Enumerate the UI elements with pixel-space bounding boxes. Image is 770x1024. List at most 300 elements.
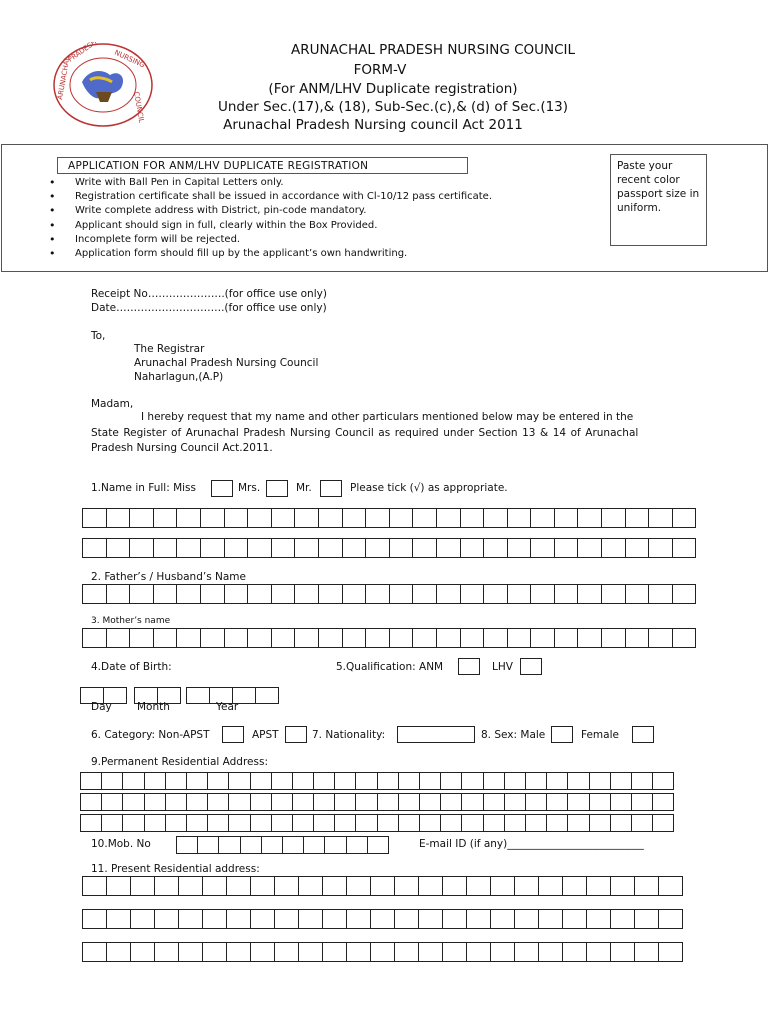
input-cell[interactable] xyxy=(577,584,602,604)
input-cell[interactable] xyxy=(313,814,335,832)
input-cell[interactable] xyxy=(247,508,272,528)
input-cell[interactable] xyxy=(355,814,377,832)
input-cell[interactable] xyxy=(672,584,697,604)
input-cell[interactable] xyxy=(130,942,155,962)
input-cell[interactable] xyxy=(442,942,467,962)
mrs-checkbox[interactable] xyxy=(266,480,288,497)
input-cell[interactable] xyxy=(589,793,611,811)
input-cell[interactable] xyxy=(377,772,399,790)
input-cell[interactable] xyxy=(442,909,467,929)
input-cell[interactable] xyxy=(601,584,626,604)
input-cell[interactable] xyxy=(165,814,187,832)
input-cell[interactable] xyxy=(255,687,279,704)
input-cell[interactable] xyxy=(200,584,225,604)
input-cell[interactable] xyxy=(346,942,371,962)
input-cell[interactable] xyxy=(367,836,389,854)
input-cell[interactable] xyxy=(318,584,343,604)
input-cell[interactable] xyxy=(538,909,563,929)
input-cell[interactable] xyxy=(292,772,314,790)
input-cell[interactable] xyxy=(658,909,683,929)
input-cell[interactable] xyxy=(200,628,225,648)
input-cell[interactable] xyxy=(82,508,107,528)
input-cell[interactable] xyxy=(507,584,532,604)
input-cell[interactable] xyxy=(106,508,131,528)
input-cell[interactable] xyxy=(525,772,547,790)
input-cell[interactable] xyxy=(228,793,250,811)
input-cell[interactable] xyxy=(365,584,390,604)
input-cell[interactable] xyxy=(153,508,178,528)
input-cell[interactable] xyxy=(122,772,144,790)
input-cell[interactable] xyxy=(504,793,526,811)
input-cell[interactable] xyxy=(672,508,697,528)
anm-checkbox[interactable] xyxy=(458,658,480,675)
input-cell[interactable] xyxy=(631,772,653,790)
non-apst-checkbox[interactable] xyxy=(222,726,244,743)
input-cell[interactable] xyxy=(226,942,251,962)
input-cell[interactable] xyxy=(342,628,367,648)
input-cell[interactable] xyxy=(610,942,635,962)
input-cell[interactable] xyxy=(601,508,626,528)
input-cell[interactable] xyxy=(303,836,325,854)
input-cell[interactable] xyxy=(589,814,611,832)
input-cell[interactable] xyxy=(80,814,102,832)
input-cell[interactable] xyxy=(165,772,187,790)
input-cell[interactable] xyxy=(652,793,674,811)
tick-note: Please tick (√) as appropriate. xyxy=(350,482,508,494)
input-cell[interactable] xyxy=(365,538,390,558)
input-cell[interactable] xyxy=(567,793,589,811)
input-cell[interactable] xyxy=(298,909,323,929)
input-cell[interactable] xyxy=(631,793,653,811)
input-cell[interactable] xyxy=(271,814,293,832)
input-cell[interactable] xyxy=(483,814,505,832)
input-cell[interactable] xyxy=(483,538,508,558)
input-cell[interactable] xyxy=(261,836,283,854)
input-cell[interactable] xyxy=(346,836,368,854)
input-cell[interactable] xyxy=(271,584,296,604)
input-cell[interactable] xyxy=(200,508,225,528)
miss-checkbox[interactable] xyxy=(211,480,233,497)
input-cell[interactable] xyxy=(648,584,673,604)
input-cell[interactable] xyxy=(154,876,179,896)
apst-checkbox[interactable] xyxy=(285,726,307,743)
input-cell[interactable] xyxy=(82,876,107,896)
input-cell[interactable] xyxy=(82,538,107,558)
input-cell[interactable] xyxy=(186,814,208,832)
input-cell[interactable] xyxy=(567,814,589,832)
input-cell[interactable] xyxy=(419,814,441,832)
mr-checkbox[interactable] xyxy=(320,480,342,497)
input-cell[interactable] xyxy=(530,508,555,528)
input-cell[interactable] xyxy=(634,876,659,896)
input-cell[interactable] xyxy=(186,687,210,704)
permanent-address-row1[interactable] xyxy=(80,772,673,790)
input-cell[interactable] xyxy=(546,814,568,832)
present-address-row1[interactable] xyxy=(82,876,682,896)
input-cell[interactable] xyxy=(129,584,154,604)
input-cell[interactable] xyxy=(154,942,179,962)
input-cell[interactable] xyxy=(176,508,201,528)
input-cell[interactable] xyxy=(490,909,515,929)
input-cell[interactable] xyxy=(322,876,347,896)
input-cell[interactable] xyxy=(440,814,462,832)
input-cell[interactable] xyxy=(440,772,462,790)
input-cell[interactable] xyxy=(398,814,420,832)
input-cell[interactable] xyxy=(178,876,203,896)
input-cell[interactable] xyxy=(625,628,650,648)
input-cell[interactable] xyxy=(144,793,166,811)
input-cell[interactable] xyxy=(370,942,395,962)
input-cell[interactable] xyxy=(625,584,650,604)
input-cell[interactable] xyxy=(122,814,144,832)
input-cell[interactable] xyxy=(507,508,532,528)
input-cell[interactable] xyxy=(271,793,293,811)
input-cell[interactable] xyxy=(634,942,659,962)
permanent-address-row3[interactable] xyxy=(80,814,673,832)
name-label: 1.Name in Full: Miss xyxy=(91,482,196,494)
input-cell[interactable] xyxy=(224,628,249,648)
input-cell[interactable] xyxy=(398,772,420,790)
input-cell[interactable] xyxy=(586,876,611,896)
input-cell[interactable] xyxy=(389,628,414,648)
input-cell[interactable] xyxy=(101,793,123,811)
input-cell[interactable] xyxy=(436,508,461,528)
input-cell[interactable] xyxy=(412,538,437,558)
input-cell[interactable] xyxy=(370,876,395,896)
input-cell[interactable] xyxy=(82,942,107,962)
input-cell[interactable] xyxy=(648,508,673,528)
mother-cells[interactable] xyxy=(82,628,695,648)
input-cell[interactable] xyxy=(538,876,563,896)
input-cell[interactable] xyxy=(418,942,443,962)
category-label: 6. Category: Non-APST xyxy=(91,729,210,741)
input-cell[interactable] xyxy=(318,538,343,558)
input-cell[interactable] xyxy=(322,909,347,929)
input-cell[interactable] xyxy=(153,584,178,604)
input-cell[interactable] xyxy=(176,628,201,648)
input-cell[interactable] xyxy=(412,508,437,528)
input-cell[interactable] xyxy=(672,538,697,558)
input-cell[interactable] xyxy=(292,814,314,832)
input-cell[interactable] xyxy=(101,772,123,790)
input-cell[interactable] xyxy=(197,836,219,854)
input-cell[interactable] xyxy=(466,876,491,896)
input-cell[interactable] xyxy=(322,942,347,962)
input-cell[interactable] xyxy=(271,772,293,790)
input-cell[interactable] xyxy=(370,909,395,929)
input-cell[interactable] xyxy=(250,814,272,832)
present-address-row3[interactable] xyxy=(82,942,682,962)
input-cell[interactable] xyxy=(389,508,414,528)
input-cell[interactable] xyxy=(672,628,697,648)
input-cell[interactable] xyxy=(101,814,123,832)
input-cell[interactable] xyxy=(377,793,399,811)
input-cell[interactable] xyxy=(207,772,229,790)
input-cell[interactable] xyxy=(490,876,515,896)
input-cell[interactable] xyxy=(200,538,225,558)
input-cell[interactable] xyxy=(282,836,304,854)
input-cell[interactable] xyxy=(490,942,515,962)
input-cell[interactable] xyxy=(274,909,299,929)
input-cell[interactable] xyxy=(546,772,568,790)
input-cell[interactable] xyxy=(377,814,399,832)
input-cell[interactable] xyxy=(250,772,272,790)
input-cell[interactable] xyxy=(313,772,335,790)
input-cell[interactable] xyxy=(504,772,526,790)
input-cell[interactable] xyxy=(658,876,683,896)
input-cell[interactable] xyxy=(334,793,356,811)
input-cell[interactable] xyxy=(271,508,296,528)
input-cell[interactable] xyxy=(342,584,367,604)
input-cell[interactable] xyxy=(625,508,650,528)
input-cell[interactable] xyxy=(436,628,461,648)
input-cell[interactable] xyxy=(294,628,319,648)
name-cells-row1[interactable] xyxy=(82,508,695,528)
input-cell[interactable] xyxy=(610,814,632,832)
input-cell[interactable] xyxy=(440,793,462,811)
input-cell[interactable] xyxy=(106,909,131,929)
input-cell[interactable] xyxy=(250,942,275,962)
input-cell[interactable] xyxy=(507,538,532,558)
input-cell[interactable] xyxy=(82,628,107,648)
input-cell[interactable] xyxy=(226,909,251,929)
input-cell[interactable] xyxy=(610,876,635,896)
input-cell[interactable] xyxy=(318,508,343,528)
input-cell[interactable] xyxy=(389,538,414,558)
input-cell[interactable] xyxy=(554,508,579,528)
input-cell[interactable] xyxy=(165,793,187,811)
input-cell[interactable] xyxy=(586,909,611,929)
input-cell[interactable] xyxy=(129,538,154,558)
input-cell[interactable] xyxy=(80,772,102,790)
input-cell[interactable] xyxy=(202,909,227,929)
input-cell[interactable] xyxy=(176,584,201,604)
input-cell[interactable] xyxy=(240,836,262,854)
input-cell[interactable] xyxy=(80,793,102,811)
input-cell[interactable] xyxy=(538,942,563,962)
input-cell[interactable] xyxy=(346,909,371,929)
input-cell[interactable] xyxy=(419,772,441,790)
input-cell[interactable] xyxy=(436,584,461,604)
input-cell[interactable] xyxy=(436,538,461,558)
input-cell[interactable] xyxy=(586,942,611,962)
input-cell[interactable] xyxy=(298,876,323,896)
present-address-row2[interactable] xyxy=(82,909,682,929)
input-cell[interactable] xyxy=(460,508,485,528)
input-cell[interactable] xyxy=(334,772,356,790)
input-cell[interactable] xyxy=(610,793,632,811)
input-cell[interactable] xyxy=(247,584,272,604)
input-cell[interactable] xyxy=(247,538,272,558)
name-cells-row2[interactable] xyxy=(82,538,695,558)
input-cell[interactable] xyxy=(298,942,323,962)
input-cell[interactable] xyxy=(652,772,674,790)
input-cell[interactable] xyxy=(294,584,319,604)
input-cell[interactable] xyxy=(176,538,201,558)
lhv-checkbox[interactable] xyxy=(520,658,542,675)
input-cell[interactable] xyxy=(82,909,107,929)
input-cell[interactable] xyxy=(601,628,626,648)
input-cell[interactable] xyxy=(274,942,299,962)
input-cell[interactable] xyxy=(610,909,635,929)
input-cell[interactable] xyxy=(648,628,673,648)
permanent-address-row2[interactable] xyxy=(80,793,673,811)
input-cell[interactable] xyxy=(530,538,555,558)
input-cell[interactable] xyxy=(504,814,526,832)
input-cell[interactable] xyxy=(129,508,154,528)
nationality-field[interactable] xyxy=(397,726,475,743)
input-cell[interactable] xyxy=(294,508,319,528)
input-cell[interactable] xyxy=(461,793,483,811)
input-cell[interactable] xyxy=(460,628,485,648)
input-cell[interactable] xyxy=(271,628,296,648)
input-cell[interactable] xyxy=(483,508,508,528)
input-cell[interactable] xyxy=(601,538,626,558)
input-cell[interactable] xyxy=(271,538,296,558)
input-cell[interactable] xyxy=(154,909,179,929)
input-cell[interactable] xyxy=(129,628,154,648)
input-cell[interactable] xyxy=(178,909,203,929)
input-cell[interactable] xyxy=(466,909,491,929)
input-cell[interactable] xyxy=(224,508,249,528)
input-cell[interactable] xyxy=(577,628,602,648)
input-cell[interactable] xyxy=(625,538,650,558)
input-cell[interactable] xyxy=(525,793,547,811)
input-cell[interactable] xyxy=(130,909,155,929)
input-cell[interactable] xyxy=(224,584,249,604)
input-cell[interactable] xyxy=(82,584,107,604)
input-cell[interactable] xyxy=(324,836,346,854)
input-cell[interactable] xyxy=(418,909,443,929)
input-cell[interactable] xyxy=(355,772,377,790)
input-cell[interactable] xyxy=(418,876,443,896)
input-cell[interactable] xyxy=(483,584,508,604)
input-cell[interactable] xyxy=(483,628,508,648)
input-cell[interactable] xyxy=(394,909,419,929)
input-cell[interactable] xyxy=(342,538,367,558)
input-cell[interactable] xyxy=(313,793,335,811)
input-cell[interactable] xyxy=(610,772,632,790)
input-cell[interactable] xyxy=(461,772,483,790)
father-cells[interactable] xyxy=(82,584,695,604)
photo-box[interactable] xyxy=(610,154,707,246)
input-cell[interactable] xyxy=(202,942,227,962)
input-cell[interactable] xyxy=(577,538,602,558)
input-cell[interactable] xyxy=(648,538,673,558)
input-cell[interactable] xyxy=(554,538,579,558)
input-cell[interactable] xyxy=(274,876,299,896)
input-cell[interactable] xyxy=(144,772,166,790)
input-cell[interactable] xyxy=(461,814,483,832)
input-cell[interactable] xyxy=(412,628,437,648)
input-cell[interactable] xyxy=(530,584,555,604)
input-cell[interactable] xyxy=(218,836,240,854)
input-cell[interactable] xyxy=(224,538,249,558)
input-cell[interactable] xyxy=(342,508,367,528)
input-cell[interactable] xyxy=(176,836,198,854)
input-cell[interactable] xyxy=(507,628,532,648)
input-cell[interactable] xyxy=(250,909,275,929)
input-cell[interactable] xyxy=(652,814,674,832)
input-cell[interactable] xyxy=(460,538,485,558)
input-cell[interactable] xyxy=(153,628,178,648)
input-cell[interactable] xyxy=(658,942,683,962)
input-cell[interactable] xyxy=(144,814,166,832)
input-cell[interactable] xyxy=(398,793,420,811)
input-cell[interactable] xyxy=(178,942,203,962)
input-cell[interactable] xyxy=(514,909,539,929)
input-cell[interactable] xyxy=(207,793,229,811)
input-cell[interactable] xyxy=(365,628,390,648)
input-cell[interactable] xyxy=(483,772,505,790)
input-cell[interactable] xyxy=(567,772,589,790)
input-cell[interactable] xyxy=(130,876,155,896)
input-cell[interactable] xyxy=(202,876,227,896)
input-cell[interactable] xyxy=(589,772,611,790)
input-cell[interactable] xyxy=(207,814,229,832)
input-cell[interactable] xyxy=(106,538,131,558)
input-cell[interactable] xyxy=(562,876,587,896)
input-cell[interactable] xyxy=(106,584,131,604)
input-cell[interactable] xyxy=(525,814,547,832)
input-cell[interactable] xyxy=(577,508,602,528)
input-cell[interactable] xyxy=(483,793,505,811)
input-cell[interactable] xyxy=(226,876,251,896)
input-cell[interactable] xyxy=(153,538,178,558)
input-cell[interactable] xyxy=(554,584,579,604)
input-cell[interactable] xyxy=(460,584,485,604)
input-cell[interactable] xyxy=(186,772,208,790)
input-cell[interactable] xyxy=(412,584,437,604)
female-checkbox[interactable] xyxy=(632,726,654,743)
input-cell[interactable] xyxy=(554,628,579,648)
input-cell[interactable] xyxy=(294,538,319,558)
male-checkbox[interactable] xyxy=(551,726,573,743)
input-cell[interactable] xyxy=(634,909,659,929)
input-cell[interactable] xyxy=(389,584,414,604)
input-cell[interactable] xyxy=(466,942,491,962)
input-cell[interactable] xyxy=(247,628,272,648)
input-cell[interactable] xyxy=(292,793,314,811)
input-cell[interactable] xyxy=(334,814,356,832)
input-cell[interactable] xyxy=(546,793,568,811)
mobile-cells[interactable] xyxy=(176,836,388,854)
input-cell[interactable] xyxy=(250,793,272,811)
input-cell[interactable] xyxy=(530,628,555,648)
input-cell[interactable] xyxy=(228,772,250,790)
input-cell[interactable] xyxy=(122,793,144,811)
input-cell[interactable] xyxy=(514,942,539,962)
input-cell[interactable] xyxy=(106,942,131,962)
input-cell[interactable] xyxy=(355,793,377,811)
input-cell[interactable] xyxy=(250,876,275,896)
input-cell[interactable] xyxy=(442,876,467,896)
input-cell[interactable] xyxy=(106,876,131,896)
input-cell[interactable] xyxy=(186,793,208,811)
input-cell[interactable] xyxy=(318,628,343,648)
input-cell[interactable] xyxy=(562,942,587,962)
input-cell[interactable] xyxy=(365,508,390,528)
input-cell[interactable] xyxy=(631,814,653,832)
input-cell[interactable] xyxy=(346,876,371,896)
input-cell[interactable] xyxy=(106,628,131,648)
input-cell[interactable] xyxy=(394,942,419,962)
input-cell[interactable] xyxy=(394,876,419,896)
input-cell[interactable] xyxy=(562,909,587,929)
input-cell[interactable] xyxy=(419,793,441,811)
input-cell[interactable] xyxy=(228,814,250,832)
input-cell[interactable] xyxy=(514,876,539,896)
